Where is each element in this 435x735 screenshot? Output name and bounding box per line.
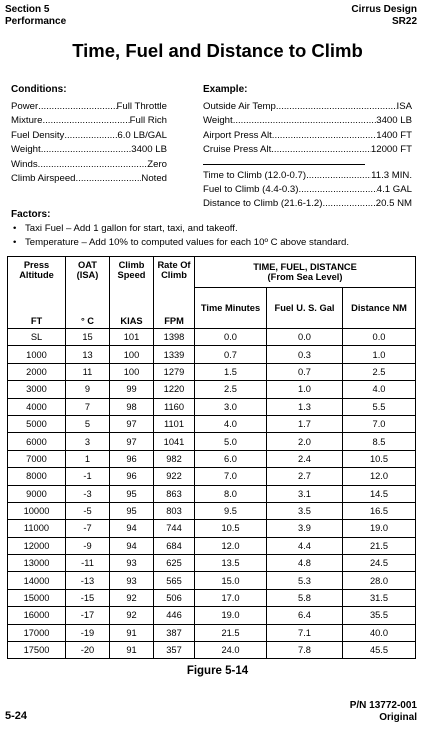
leader-dots [38, 100, 116, 114]
climb-speed-cell: 91 [110, 642, 154, 659]
fuel-cell: 2.0 [267, 433, 343, 450]
oat-cell: 3 [66, 433, 110, 450]
press-altitude-header: Press Altitude FT [8, 257, 66, 329]
fuel-cell: 3.9 [267, 520, 343, 537]
table-row [8, 572, 416, 589]
press-altitude-cell: 8000 [8, 468, 66, 485]
fuel-cell: 0.0 [267, 329, 343, 346]
time-cell: 7.0 [195, 468, 267, 485]
oat-cell: 9 [66, 381, 110, 398]
table-row [8, 415, 416, 432]
rate-of-climb-cell: 1101 [154, 415, 195, 432]
example-value: 12000 FT [370, 144, 412, 156]
condition-row [11, 172, 167, 186]
fuel-cell: 2.4 [267, 450, 343, 467]
oat-cell: -9 [66, 537, 110, 554]
press-altitude-cell: 9000 [8, 485, 66, 502]
time-cell: 6.0 [195, 450, 267, 467]
leader-dots [276, 100, 397, 114]
oat-cell: 11 [66, 363, 110, 380]
rate-of-climb-cell: 1160 [154, 398, 195, 415]
fuel-cell: 0.3 [267, 346, 343, 363]
press-altitude-cell: 12000 [8, 537, 66, 554]
example-row [203, 114, 412, 128]
climb-speed-cell: 100 [110, 346, 154, 363]
time-cell: 5.0 [195, 433, 267, 450]
leader-dots [64, 129, 117, 143]
rate-of-climb-header: Rate Of Climb FPM [154, 257, 195, 329]
press-altitude-cell: 5000 [8, 415, 66, 432]
distance-cell: 8.5 [343, 433, 416, 450]
table-body [8, 329, 416, 659]
press-altitude-cell: SL [8, 329, 66, 346]
climb-speed-cell: 94 [110, 520, 154, 537]
leader-dots [42, 114, 129, 128]
fuel-cell: 3.1 [267, 485, 343, 502]
section-number: Section 5 [5, 4, 50, 15]
time-fuel-distance-header: TIME, FUEL, DISTANCE (From Sea Level) [195, 257, 416, 288]
factors-heading: Factors: [11, 209, 51, 220]
rate-of-climb-cell: 1220 [154, 381, 195, 398]
time-cell: 13.5 [195, 555, 267, 572]
table-row [8, 398, 416, 415]
example-value: ISA [396, 101, 412, 112]
example-label: Cruise Press Alt [203, 144, 272, 156]
fuel-cell: 7.8 [267, 642, 343, 659]
distance-cell: 35.5 [343, 607, 416, 624]
table-row [8, 363, 416, 380]
climb-speed-cell: 93 [110, 555, 154, 572]
climb-speed-cell: 97 [110, 415, 154, 432]
oat-cell: 13 [66, 346, 110, 363]
press-altitude-cell: 11000 [8, 520, 66, 537]
climb-speed-cell: 92 [110, 589, 154, 606]
distance-cell: 2.5 [343, 363, 416, 380]
distance-cell: 16.5 [343, 502, 416, 519]
fuel-cell: 6.4 [267, 607, 343, 624]
time-cell: 0.0 [195, 329, 267, 346]
table-row [8, 537, 416, 554]
distance-cell: 31.5 [343, 589, 416, 606]
distance-cell: 21.5 [343, 537, 416, 554]
climb-speed-cell: 98 [110, 398, 154, 415]
condition-value: 3400 LB [131, 144, 167, 156]
example-row [203, 129, 412, 143]
leader-dots [298, 183, 376, 197]
time-cell: 3.0 [195, 398, 267, 415]
condition-value: Full Throttle [116, 101, 167, 112]
climb-speed-cell: 96 [110, 468, 154, 485]
time-cell: 1.5 [195, 363, 267, 380]
example-block [203, 84, 412, 212]
press-altitude-cell: 14000 [8, 572, 66, 589]
climb-speed-cell: 91 [110, 624, 154, 641]
example-row [203, 100, 412, 114]
leader-dots [76, 172, 142, 186]
press-altitude-cell: 17500 [8, 642, 66, 659]
oat-cell: -17 [66, 607, 110, 624]
distance-cell: 4.0 [343, 381, 416, 398]
time-cell: 8.0 [195, 485, 267, 502]
oat-cell: 1 [66, 450, 110, 467]
leader-dots [233, 114, 377, 128]
rate-of-climb-cell: 803 [154, 502, 195, 519]
press-altitude-cell: 1000 [8, 346, 66, 363]
table-row [8, 624, 416, 641]
time-cell: 17.0 [195, 589, 267, 606]
example-result-row [203, 169, 412, 183]
press-altitude-cell: 6000 [8, 433, 66, 450]
distance-cell: 0.0 [343, 329, 416, 346]
distance-cell: 1.0 [343, 346, 416, 363]
press-altitude-cell: 7000 [8, 450, 66, 467]
condition-row [11, 114, 167, 128]
example-value: 3400 LB [376, 115, 412, 127]
example-list [203, 100, 412, 158]
company-label [351, 4, 417, 28]
time-cell: 0.7 [195, 346, 267, 363]
conditions-block [11, 84, 167, 186]
example-label: Airport Press Alt [203, 129, 272, 141]
distance-cell: 12.0 [343, 468, 416, 485]
fuel-cell: 3.5 [267, 502, 343, 519]
climb-performance-table [7, 256, 416, 659]
rate-of-climb-cell: 982 [154, 450, 195, 467]
press-altitude-cell: 3000 [8, 381, 66, 398]
time-cell: 15.0 [195, 572, 267, 589]
condition-row [11, 100, 167, 114]
factors-block [11, 208, 421, 250]
oat-cell: 7 [66, 398, 110, 415]
fuel-cell: 4.8 [267, 555, 343, 572]
factors-list [11, 222, 421, 250]
climb-speed-cell: 96 [110, 450, 154, 467]
oat-cell: -13 [66, 572, 110, 589]
climb-speed-cell: 94 [110, 537, 154, 554]
condition-value: Zero [147, 158, 167, 170]
fuel-cell: 1.7 [267, 415, 343, 432]
example-result-label: Distance to Climb (21.6-1.2) [203, 198, 323, 210]
fuel-cell: 4.4 [267, 537, 343, 554]
oat-cell: -19 [66, 624, 110, 641]
section-name: Performance [5, 16, 67, 27]
rate-of-climb-cell: 1398 [154, 329, 195, 346]
condition-label: Mixture [11, 115, 43, 127]
fuel-cell: 2.7 [267, 468, 343, 485]
table-row [8, 381, 416, 398]
revision: Original [379, 712, 417, 723]
climb-speed-cell: 93 [110, 572, 154, 589]
table-row [8, 450, 416, 467]
climb-speed-cell: 101 [110, 329, 154, 346]
leader-dots [272, 129, 376, 143]
fuel-cell: 7.1 [267, 624, 343, 641]
distance-cell: 14.5 [343, 485, 416, 502]
oat-cell: -5 [66, 502, 110, 519]
distance-header: Distance NM [343, 288, 416, 329]
rate-of-climb-cell: 744 [154, 520, 195, 537]
table-row [8, 433, 416, 450]
press-altitude-cell: 2000 [8, 363, 66, 380]
time-cell: 4.0 [195, 415, 267, 432]
distance-cell: 7.0 [343, 415, 416, 432]
rate-of-climb-cell: 357 [154, 642, 195, 659]
condition-label: Fuel Density [11, 129, 65, 141]
leader-dots [306, 169, 371, 183]
climb-speed-cell: 95 [110, 502, 154, 519]
section-label [5, 4, 66, 28]
climb-speed-cell: 100 [110, 363, 154, 380]
rate-of-climb-cell: 1339 [154, 346, 195, 363]
example-result-label: Time to Climb (12.0-0.7) [203, 169, 307, 181]
page-number: 5-24 [5, 710, 28, 722]
factor-item: • Taxi Fuel – Add 1 gallon for start, taxi, and takeoff. [25, 222, 421, 236]
fuel-cell: 1.0 [267, 381, 343, 398]
rate-of-climb-cell: 1041 [154, 433, 195, 450]
aircraft-model: SR22 [391, 16, 417, 27]
fuel-cell: 5.8 [267, 589, 343, 606]
example-label: Weight [203, 115, 233, 127]
company-name: Cirrus Design [351, 4, 417, 15]
condition-label: Climb Airspeed [11, 173, 76, 185]
oat-cell: -7 [66, 520, 110, 537]
leader-dots [41, 143, 132, 157]
table-row [8, 468, 416, 485]
rate-of-climb-cell: 506 [154, 589, 195, 606]
distance-cell: 10.5 [343, 450, 416, 467]
condition-label: Winds [11, 158, 38, 170]
fuel-header: Fuel U. S. Gal [267, 288, 343, 329]
rate-of-climb-cell: 387 [154, 624, 195, 641]
example-result-label: Fuel to Climb (4.4-0.3) [203, 184, 299, 196]
press-altitude-cell: 17000 [8, 624, 66, 641]
figure-caption: Figure 5-14 [186, 665, 249, 677]
example-result-row [203, 183, 412, 197]
table-row [8, 555, 416, 572]
table-row [8, 589, 416, 606]
example-divider [203, 164, 365, 165]
rate-of-climb-cell: 863 [154, 485, 195, 502]
table-row [8, 502, 416, 519]
condition-value: Noted [141, 173, 167, 185]
example-result-value: 4.1 GAL [376, 184, 412, 196]
condition-row [11, 158, 167, 172]
press-altitude-cell: 4000 [8, 398, 66, 415]
condition-row [11, 129, 167, 143]
example-row [203, 143, 412, 157]
table-row [8, 329, 416, 346]
conditions-list [11, 100, 167, 186]
example-results [203, 169, 412, 212]
oat-header: OAT (ISA) ° C [66, 257, 110, 329]
condition-value: Full Rich [129, 115, 167, 127]
time-cell: 19.0 [195, 607, 267, 624]
table-row [8, 346, 416, 363]
rate-of-climb-cell: 625 [154, 555, 195, 572]
press-altitude-cell: 10000 [8, 502, 66, 519]
oat-cell: -20 [66, 642, 110, 659]
page-title: Time, Fuel and Distance to Climb [72, 40, 363, 61]
footer-info [350, 700, 417, 724]
rate-of-climb-cell: 922 [154, 468, 195, 485]
press-altitude-cell: 15000 [8, 589, 66, 606]
oat-cell: -15 [66, 589, 110, 606]
time-cell: 21.5 [195, 624, 267, 641]
table-row [8, 607, 416, 624]
rate-of-climb-cell: 565 [154, 572, 195, 589]
oat-cell: -11 [66, 555, 110, 572]
table-row [8, 520, 416, 537]
condition-value: 6.0 LB/GAL [117, 129, 167, 141]
table-row [8, 485, 416, 502]
distance-cell: 24.5 [343, 555, 416, 572]
fuel-cell: 5.3 [267, 572, 343, 589]
time-cell: 10.5 [195, 520, 267, 537]
climb-speed-cell: 99 [110, 381, 154, 398]
oat-cell: 15 [66, 329, 110, 346]
oat-cell: 5 [66, 415, 110, 432]
leader-dots [271, 143, 371, 157]
fuel-cell: 1.3 [267, 398, 343, 415]
climb-speed-cell: 95 [110, 485, 154, 502]
example-value: 1400 FT [376, 129, 412, 141]
example-result-value: 20.5 NM [375, 198, 412, 210]
condition-row [11, 143, 167, 157]
press-altitude-cell: 13000 [8, 555, 66, 572]
rate-of-climb-cell: 1279 [154, 363, 195, 380]
distance-cell: 40.0 [343, 624, 416, 641]
condition-label: Power [11, 101, 39, 112]
time-header: Time Minutes [195, 288, 267, 329]
distance-cell: 28.0 [343, 572, 416, 589]
climb-speed-cell: 92 [110, 607, 154, 624]
leader-dots [38, 158, 148, 172]
conditions-heading: Conditions: [11, 84, 67, 95]
fuel-cell: 0.7 [267, 363, 343, 380]
distance-cell: 19.0 [343, 520, 416, 537]
time-cell: 24.0 [195, 642, 267, 659]
part-number: P/N 13772-001 [349, 700, 417, 711]
example-heading: Example: [203, 84, 248, 95]
factor-item: • Temperature – Add 10% to computed values for each 10º C above standard. [25, 236, 421, 250]
rate-of-climb-cell: 446 [154, 607, 195, 624]
example-label: Outside Air Temp [203, 101, 276, 112]
time-cell: 2.5 [195, 381, 267, 398]
table-row [8, 642, 416, 659]
climb-speed-header: Climb Speed KIAS [110, 257, 154, 329]
distance-cell: 5.5 [343, 398, 416, 415]
time-cell: 9.5 [195, 502, 267, 519]
example-result-value: 11.3 MIN. [371, 169, 412, 181]
oat-cell: -1 [66, 468, 110, 485]
press-altitude-cell: 16000 [8, 607, 66, 624]
distance-cell: 45.5 [343, 642, 416, 659]
climb-speed-cell: 97 [110, 433, 154, 450]
oat-cell: -3 [66, 485, 110, 502]
rate-of-climb-cell: 684 [154, 537, 195, 554]
time-cell: 12.0 [195, 537, 267, 554]
condition-label: Weight [11, 144, 41, 156]
